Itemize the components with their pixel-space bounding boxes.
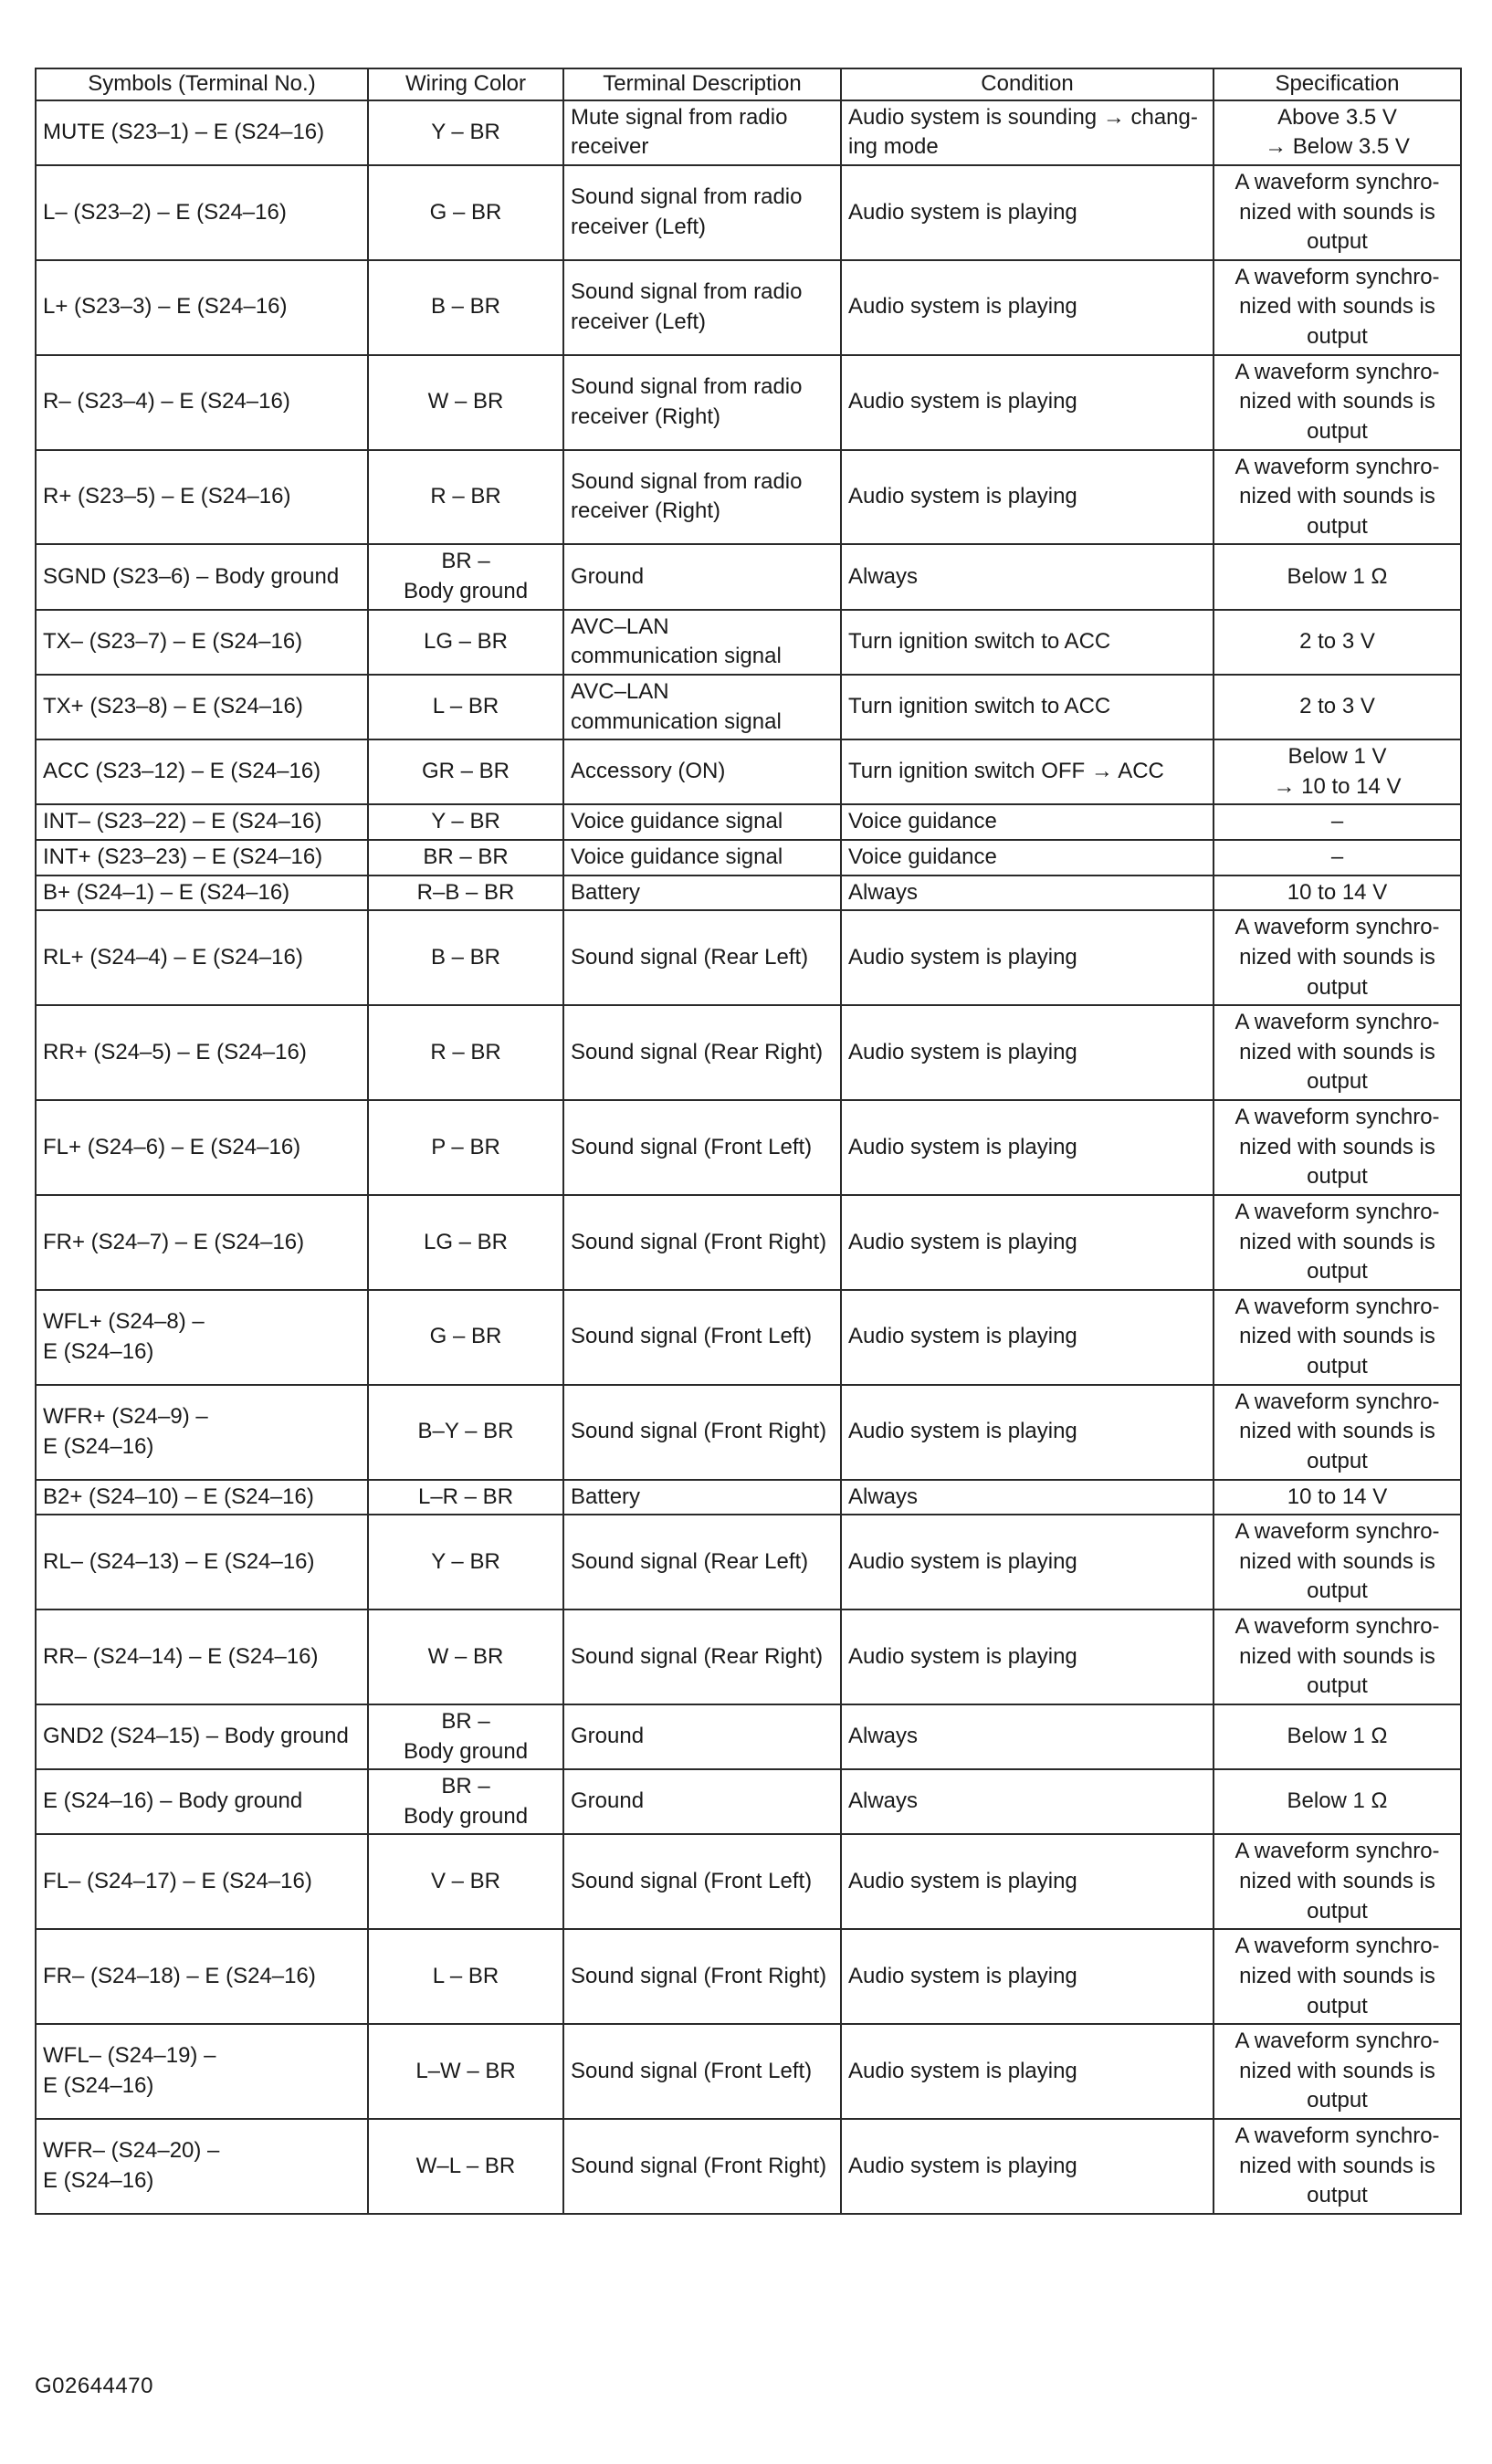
table-row — [36, 1609, 1461, 1704]
cell-specification: – — [1214, 840, 1461, 876]
cell-wiring-color: B–Y – BR — [368, 1385, 563, 1480]
cell-specification: A waveform synchro- nized with sounds is output — [1214, 450, 1461, 545]
cell-specification: A waveform synchro- nized with sounds is output — [1214, 1929, 1461, 2024]
cell-condition: Audio system is playing — [841, 1100, 1214, 1195]
cell-symbol: R+ (S23–5) – E (S24–16) — [36, 450, 368, 545]
header-specification: Specification — [1214, 68, 1461, 100]
table-row — [36, 1385, 1461, 1480]
cell-condition: Audio system is playing — [841, 355, 1214, 450]
table-body — [36, 100, 1461, 2214]
cell-terminal-description: Sound signal (Front Left) — [563, 1100, 841, 1195]
cell-wiring-color: P – BR — [368, 1100, 563, 1195]
cell-symbol: RL– (S24–13) – E (S24–16) — [36, 1515, 368, 1609]
table-row — [36, 675, 1461, 739]
cell-terminal-description: Battery — [563, 1480, 841, 1515]
cell-condition: Audio system is playing — [841, 165, 1214, 260]
table-row — [36, 2024, 1461, 2119]
table-row — [36, 1290, 1461, 1385]
cell-terminal-description: Ground — [563, 1769, 841, 1834]
table-row — [36, 544, 1461, 609]
cell-wiring-color: Y – BR — [368, 1515, 563, 1609]
cell-condition: Always — [841, 876, 1214, 911]
cell-symbol: SGND (S23–6) – Body ground — [36, 544, 368, 609]
cell-specification: A waveform synchro- nized with sounds is output — [1214, 1515, 1461, 1609]
table-row — [36, 100, 1461, 165]
cell-specification: A waveform synchro- nized with sounds is output — [1214, 1834, 1461, 1929]
cell-condition: Audio system is playing — [841, 2024, 1214, 2119]
cell-wiring-color: R–B – BR — [368, 876, 563, 911]
cell-terminal-description: Sound signal (Rear Left) — [563, 1515, 841, 1609]
cell-wiring-color: L–R – BR — [368, 1480, 563, 1515]
cell-condition: Always — [841, 1769, 1214, 1834]
cell-condition: Audio system is playing — [841, 1290, 1214, 1385]
cell-wiring-color: Y – BR — [368, 804, 563, 840]
figure-id: G02644470 — [35, 2374, 153, 2398]
cell-condition: Audio system is playing — [841, 1609, 1214, 1704]
table-row — [36, 1704, 1461, 1769]
cell-symbol: MUTE (S23–1) – E (S24–16) — [36, 100, 368, 165]
cell-condition: Always — [841, 1480, 1214, 1515]
cell-terminal-description: Sound signal (Rear Left) — [563, 910, 841, 1005]
cell-specification: A waveform synchro- nized with sounds is output — [1214, 2119, 1461, 2214]
cell-terminal-description: Sound signal from radio receiver (Left) — [563, 165, 841, 260]
cell-symbol: TX– (S23–7) – E (S24–16) — [36, 610, 368, 675]
cell-terminal-description: Ground — [563, 1704, 841, 1769]
cell-wiring-color: G – BR — [368, 165, 563, 260]
cell-wiring-color: R – BR — [368, 1005, 563, 1100]
cell-terminal-description: Sound signal from radio receiver (Left) — [563, 260, 841, 355]
cell-wiring-color: GR – BR — [368, 739, 563, 804]
cell-terminal-description: Sound signal (Front Left) — [563, 1834, 841, 1929]
table-row — [36, 1769, 1461, 1834]
cell-specification: 2 to 3 V — [1214, 610, 1461, 675]
cell-terminal-description: Voice guidance signal — [563, 840, 841, 876]
cell-terminal-description: Voice guidance signal — [563, 804, 841, 840]
cell-symbol: RL+ (S24–4) – E (S24–16) — [36, 910, 368, 1005]
cell-specification: Below 1 Ω — [1214, 544, 1461, 609]
cell-symbol: FL– (S24–17) – E (S24–16) — [36, 1834, 368, 1929]
cell-specification: A waveform synchro- nized with sounds is output — [1214, 1385, 1461, 1480]
table-row — [36, 1100, 1461, 1195]
cell-condition: Audio system is playing — [841, 260, 1214, 355]
cell-wiring-color: LG – BR — [368, 1195, 563, 1290]
cell-condition: Audio system is playing — [841, 1385, 1214, 1480]
cell-terminal-description: Mute signal from radio receiver — [563, 100, 841, 165]
cell-specification: A waveform synchro- nized with sounds is output — [1214, 1609, 1461, 1704]
cell-symbol: L+ (S23–3) – E (S24–16) — [36, 260, 368, 355]
cell-symbol: TX+ (S23–8) – E (S24–16) — [36, 675, 368, 739]
table-row — [36, 355, 1461, 450]
cell-wiring-color: L–W – BR — [368, 2024, 563, 2119]
cell-terminal-description: Sound signal (Front Left) — [563, 1290, 841, 1385]
cell-condition: Turn ignition switch OFF → ACC — [841, 739, 1214, 804]
cell-terminal-description: AVC–LAN communication signal — [563, 610, 841, 675]
cell-symbol: R– (S23–4) – E (S24–16) — [36, 355, 368, 450]
cell-condition: Always — [841, 1704, 1214, 1769]
cell-wiring-color: Y – BR — [368, 100, 563, 165]
cell-condition: Audio system is playing — [841, 2119, 1214, 2214]
cell-specification: A waveform synchro- nized with sounds is output — [1214, 910, 1461, 1005]
cell-specification: Below 1 Ω — [1214, 1704, 1461, 1769]
cell-symbol: WFL– (S24–19) – E (S24–16) — [36, 2024, 368, 2119]
cell-symbol: RR– (S24–14) – E (S24–16) — [36, 1609, 368, 1704]
cell-condition: Audio system is playing — [841, 1929, 1214, 2024]
header-row — [36, 68, 1461, 100]
cell-wiring-color: BR – BR — [368, 840, 563, 876]
header-condition: Condition — [841, 68, 1214, 100]
cell-symbol: ACC (S23–12) – E (S24–16) — [36, 739, 368, 804]
cell-specification: A waveform synchro- nized with sounds is output — [1214, 260, 1461, 355]
cell-terminal-description: Ground — [563, 544, 841, 609]
cell-terminal-description: Sound signal (Front Left) — [563, 2024, 841, 2119]
cell-wiring-color: G – BR — [368, 1290, 563, 1385]
cell-condition: Audio system is playing — [841, 910, 1214, 1005]
terminal-spec-table — [35, 68, 1462, 2215]
cell-condition: Audio system is playing — [841, 1834, 1214, 1929]
table-row — [36, 1929, 1461, 2024]
table-row — [36, 1195, 1461, 1290]
cell-symbol: INT– (S23–22) – E (S24–16) — [36, 804, 368, 840]
cell-specification: – — [1214, 804, 1461, 840]
cell-wiring-color: LG – BR — [368, 610, 563, 675]
header-wiring-color: Wiring Color — [368, 68, 563, 100]
table-row — [36, 1515, 1461, 1609]
table-row — [36, 804, 1461, 840]
table-row — [36, 165, 1461, 260]
cell-condition: Voice guidance — [841, 840, 1214, 876]
cell-specification: 10 to 14 V — [1214, 1480, 1461, 1515]
cell-symbol: INT+ (S23–23) – E (S24–16) — [36, 840, 368, 876]
table-row — [36, 1005, 1461, 1100]
cell-terminal-description: Sound signal (Front Right) — [563, 1195, 841, 1290]
cell-terminal-description: Sound signal (Front Right) — [563, 1929, 841, 2024]
table-row — [36, 739, 1461, 804]
table-row — [36, 260, 1461, 355]
table-row — [36, 610, 1461, 675]
cell-terminal-description: Sound signal from radio receiver (Right) — [563, 450, 841, 545]
cell-terminal-description: Battery — [563, 876, 841, 911]
cell-wiring-color: L – BR — [368, 1929, 563, 2024]
cell-condition: Always — [841, 544, 1214, 609]
cell-wiring-color: B – BR — [368, 910, 563, 1005]
cell-specification: Above 3.5 V → Below 3.5 V — [1214, 100, 1461, 165]
cell-symbol: RR+ (S24–5) – E (S24–16) — [36, 1005, 368, 1100]
table-header — [36, 68, 1461, 100]
cell-specification: A waveform synchro- nized with sounds is output — [1214, 165, 1461, 260]
cell-symbol: FR+ (S24–7) – E (S24–16) — [36, 1195, 368, 1290]
cell-wiring-color: BR – Body ground — [368, 544, 563, 609]
cell-condition: Turn ignition switch to ACC — [841, 610, 1214, 675]
table-row — [36, 910, 1461, 1005]
cell-symbol: B+ (S24–1) – E (S24–16) — [36, 876, 368, 911]
cell-specification: A waveform synchro- nized with sounds is output — [1214, 1195, 1461, 1290]
cell-terminal-description: AVC–LAN communication signal — [563, 675, 841, 739]
cell-specification: 2 to 3 V — [1214, 675, 1461, 739]
cell-wiring-color: W – BR — [368, 1609, 563, 1704]
cell-specification: A waveform synchro- nized with sounds is output — [1214, 1005, 1461, 1100]
cell-condition: Audio system is playing — [841, 1195, 1214, 1290]
cell-symbol: B2+ (S24–10) – E (S24–16) — [36, 1480, 368, 1515]
cell-condition: Turn ignition switch to ACC — [841, 675, 1214, 739]
cell-wiring-color: V – BR — [368, 1834, 563, 1929]
cell-terminal-description: Sound signal (Rear Right) — [563, 1005, 841, 1100]
cell-terminal-description: Sound signal (Front Right) — [563, 1385, 841, 1480]
cell-terminal-description: Sound signal (Front Right) — [563, 2119, 841, 2214]
cell-condition: Voice guidance — [841, 804, 1214, 840]
cell-specification: A waveform synchro- nized with sounds is output — [1214, 1100, 1461, 1195]
header-terminal-description: Terminal Description — [563, 68, 841, 100]
cell-wiring-color: BR – Body ground — [368, 1769, 563, 1834]
cell-specification: A waveform synchro- nized with sounds is output — [1214, 2024, 1461, 2119]
table-row — [36, 450, 1461, 545]
table-row — [36, 1834, 1461, 1929]
cell-condition: Audio system is playing — [841, 450, 1214, 545]
cell-wiring-color: W–L – BR — [368, 2119, 563, 2214]
cell-terminal-description: Accessory (ON) — [563, 739, 841, 804]
cell-wiring-color: L – BR — [368, 675, 563, 739]
cell-terminal-description: Sound signal from radio receiver (Right) — [563, 355, 841, 450]
cell-symbol: WFL+ (S24–8) – E (S24–16) — [36, 1290, 368, 1385]
cell-symbol: WFR– (S24–20) – E (S24–16) — [36, 2119, 368, 2214]
cell-symbol: FL+ (S24–6) – E (S24–16) — [36, 1100, 368, 1195]
table-row — [36, 876, 1461, 911]
cell-specification: A waveform synchro- nized with sounds is output — [1214, 1290, 1461, 1385]
cell-wiring-color: W – BR — [368, 355, 563, 450]
cell-condition: Audio system is playing — [841, 1515, 1214, 1609]
cell-terminal-description: Sound signal (Rear Right) — [563, 1609, 841, 1704]
cell-specification: A waveform synchro- nized with sounds is output — [1214, 355, 1461, 450]
cell-symbol: FR– (S24–18) – E (S24–16) — [36, 1929, 368, 2024]
cell-specification: 10 to 14 V — [1214, 876, 1461, 911]
table-row — [36, 2119, 1461, 2214]
cell-specification: Below 1 Ω — [1214, 1769, 1461, 1834]
cell-condition: Audio system is playing — [841, 1005, 1214, 1100]
cell-specification: Below 1 V → 10 to 14 V — [1214, 739, 1461, 804]
cell-wiring-color: B – BR — [368, 260, 563, 355]
cell-symbol: E (S24–16) – Body ground — [36, 1769, 368, 1834]
cell-symbol: GND2 (S24–15) – Body ground — [36, 1704, 368, 1769]
cell-symbol: WFR+ (S24–9) – E (S24–16) — [36, 1385, 368, 1480]
cell-wiring-color: R – BR — [368, 450, 563, 545]
table-row — [36, 1480, 1461, 1515]
header-symbols: Symbols (Terminal No.) — [36, 68, 368, 100]
cell-condition: Audio system is sounding → chang- ing mode — [841, 100, 1214, 165]
table-row — [36, 840, 1461, 876]
cell-symbol: L– (S23–2) – E (S24–16) — [36, 165, 368, 260]
cell-wiring-color: BR – Body ground — [368, 1704, 563, 1769]
